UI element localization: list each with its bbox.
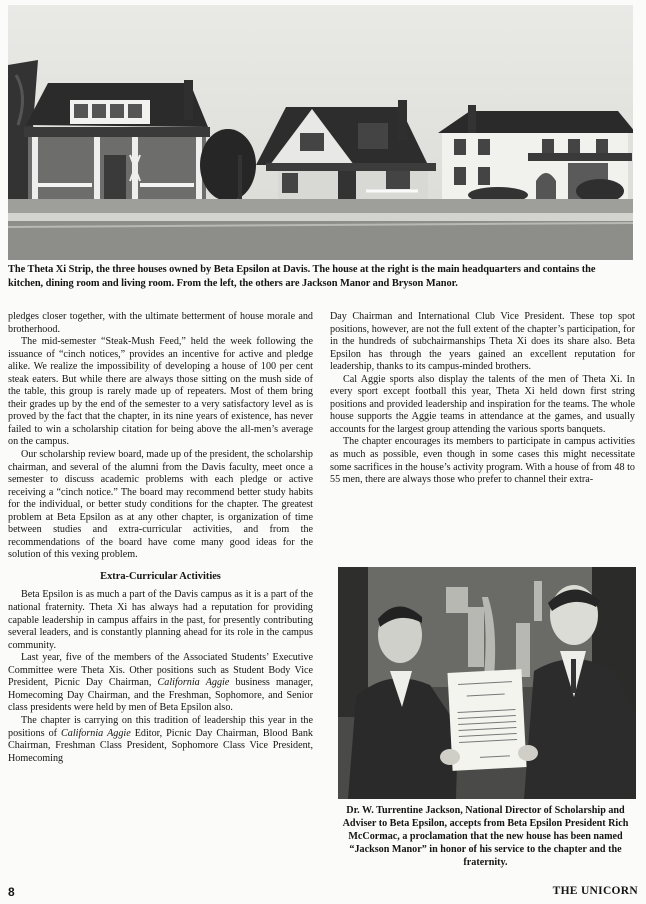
paragraph: The chapter encourages its members to participate in campus activities as much as possible, even though in some cases this might necessitate some sacrifices in the house’s activity program. With a house of from 48 to 55 men, there are always those who prefer to channel their extra-	[330, 436, 635, 486]
text-span: Editor, Picnic Day Chairman, Blood Bank Chairman, Freshman Class President, Sophomore Class Vice President, Homecoming	[8, 727, 313, 764]
text-span: business manager, Homecoming Day Chairman, and the Freshman, Sophomore, and Senior class presidents were held by men of Beta Epsilon also.	[8, 677, 313, 714]
left-column	[8, 311, 313, 765]
paragraph: The mid-semester “Steak-Mush Feed,” held the week following the issuance of “cinch notices,” provides an incentive for active and pledge alike. We realize the impossibility of developing a house of 100 per cent steak eaters. But while there are always those sitting on the mush side of the table, this group is rarely made up of repeaters. Most of them bring their grades up by the end of the semester to a very satisfactory level as is proved by the fact that the chapter, in its nine years of existence, has never failed to win a scholarship citation for being above the all-men’s average on the campus.	[8, 336, 313, 448]
page-number: 8	[8, 885, 15, 899]
publication-name: THE UNICORN	[552, 885, 638, 897]
houses-photo-caption: The Theta Xi Strip, the three houses owned by Beta Epsilon at Davis. The house at the right is the main headquarters and contains the kitchen, dining room and living room. From the left, the others are Jackson Manor and Bryson Manor.	[8, 264, 596, 289]
paragraph: pledges closer together, with the ultimate betterment of house morale and brotherhood.	[8, 311, 313, 335]
paragraph: Beta Epsilon is as much a part of the Davis campus as it is a part of the national fraternity. Theta Xi has always had a reputation for providing capable leadership in campus affairs in the past, for presently contributing several leaders, and is constantly planning ahead for its role in the campus community.	[8, 589, 313, 651]
paragraph: Cal Aggie sports also display the talents of the men of Theta Xi. In every sport except football this year, Theta Xi held down first string positions and provided leadership and inspiration for the teams. The whole house supports the Aggie teams in attendance at the games, and usually accounts for the largest group attending the various sports banquets.	[330, 373, 635, 435]
proclamation-photo	[338, 567, 636, 799]
paragraph: Day Chairman and International Club Vice President. These top spot positions, however, are not the full extent of the chapter’s participation, for in the hundreds of subchairmanships Theta Xi does its share also. Beta Epsilon has through the years gained an excellent reputation for leadership, thanks to its campus-minded brothers.	[330, 311, 635, 373]
publication-title: California Aggie	[61, 727, 131, 739]
section-heading: Extra-Curricular Activities	[100, 570, 221, 582]
proclamation-photo-caption: Dr. W. Turrentine Jackson, National Director of Scholarship and Adviser to Beta Epsilon, accepts from Beta Epsilon President Rich McCormac, a proclamation that the new house has been named “Jackson Manor” in honor of his service to the chapter and the fraternity.	[342, 805, 629, 868]
text-span: The chapter is carrying on this tradition of leadership this year in the positions of	[8, 714, 313, 739]
paragraph	[8, 652, 313, 715]
paragraph	[8, 715, 313, 765]
publication-title: California Aggie	[157, 677, 230, 689]
houses-photo	[8, 5, 633, 260]
right-column	[330, 311, 635, 487]
paragraph: Our scholarship review board, made up of the president, the scholarship chairman, and several of the alumni from the Davis faculty, meet once a semester to discuss academic problems with each pledge or active receiving a “cinch notice.” The board may recommend better study habits for the individual, or better study conditions for the chapter. The greatest problem at Beta Epsilon as at any other chapter, is organization of time between studies and extra-curricular activities, and from the recommendations of the board have come many good ideas for the solution of this vexing problem.	[8, 449, 313, 561]
text-span: Last year, five of the members of the Associated Students’ Executive Committee were Theta Xis. Other positions such as Student Body Vice President, Picnic Day Chairman,	[8, 652, 313, 689]
